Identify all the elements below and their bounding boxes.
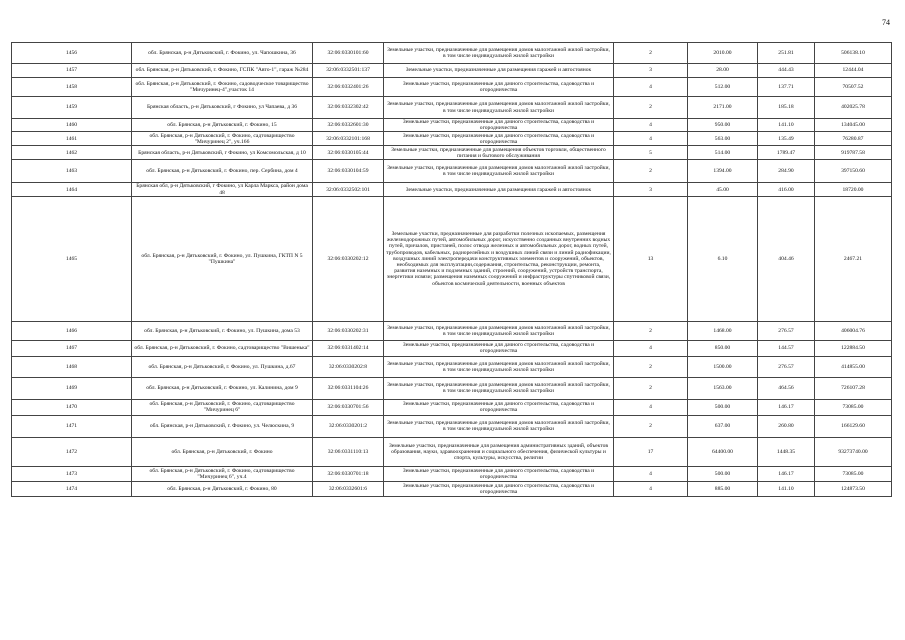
table-row [12,356,892,377]
row-number: 1466 [12,321,132,340]
group-number-cell: 13 [614,196,688,321]
cadastral-value-cell: 414855.00 [815,356,892,377]
cadastral-value-cell: 70507.52 [815,78,892,97]
cadastral-number-cell: 32:06:0332302:42 [313,97,384,119]
address-cell: обл. Брянская, р-н Дятьковский, г. Фокино, 80 [132,481,313,496]
address-cell: Брянская область, р-н Дятьковский, г Фокино, ул Комсомольская, д 10 [132,146,313,160]
cadastral-value-cell: 397150.60 [815,160,892,183]
specific-value-cell: 276.57 [758,356,815,377]
row-number: 1468 [12,356,132,377]
area-cell: 500.00 [688,466,758,481]
land-use-purpose-cell: Земельные участки, предназначенные для размещения домов малоэтажной жилой застройки, в том числе индивидуальной жилой застройки [384,160,614,183]
cadastral-value-cell: 2467.21 [815,196,892,321]
row-number: 1474 [12,481,132,496]
specific-value-cell: 141.10 [758,481,815,496]
cadastral-value-cell: 12444.04 [815,64,892,78]
table-row [12,64,892,78]
row-number: 1471 [12,415,132,437]
land-use-purpose-cell: Земельные участки, предназначенные для размещения объектов торговли, общественного питания и бытового обслуживания [384,146,614,160]
area-cell: 637.00 [688,415,758,437]
cadastral-number-cell: 32:06:0332401:26 [313,78,384,97]
land-use-purpose-cell: Земельные участки, предназначенные для размещения гаражей и автостоянок [384,64,614,78]
table-row [12,97,892,119]
land-use-purpose-cell: Земельные участки, предназначенные для размещения домов малоэтажной жилой застройки, в том числе индивидуальной жилой застройки [384,377,614,399]
group-number-cell: 4 [614,466,688,481]
area-cell: 2171.00 [688,97,758,119]
table-row [12,399,892,415]
area-cell: 563.00 [688,132,758,146]
row-number: 1469 [12,377,132,399]
cadastral-value-cell: 506138.10 [815,43,892,64]
cadastral-value-cell: 122884.50 [815,340,892,356]
area-cell: 885.00 [688,481,758,496]
specific-value-cell: 416.00 [758,183,815,196]
group-number-cell: 4 [614,132,688,146]
row-number: 1462 [12,146,132,160]
cadastral-number-cell: 32:06:0330202:8 [313,356,384,377]
table-row [12,43,892,64]
cadastral-value-cell: 134045.00 [815,119,892,132]
table-row [12,415,892,437]
land-use-purpose-cell: Земельные участки, предназначенные для дачного строительства, садоводства и огородничества [384,78,614,97]
cadastral-number-cell: 32:06:0332601:6 [313,481,384,496]
land-use-purpose-cell: Земельные участки, предназначенные для размещения административных зданий, объектов образования, науки, здравоохранения и социального обеспечения, физической культуры и спорта, культуры, искусства, религии [384,437,614,466]
area-cell: 512.00 [688,78,758,97]
land-use-purpose-cell: Земельные участки, предназначенные для размещения домов малоэтажной жилой застройки, в том числе индивидуальной жилой застройки [384,415,614,437]
row-number: 1473 [12,466,132,481]
specific-value-cell: 146.17 [758,466,815,481]
address-cell: обл. Брянская, р-н Дятьковский, г. Фокино, садоводческое товарищество "Мичуринец-4",участок 14 [132,78,313,97]
table-row [12,466,892,481]
land-use-purpose-cell: Земельные участки, предназначенные для размещения домов малоэтажной жилой застройки, в том числе индивидуальной жилой застройки [384,356,614,377]
cadastral-value-cell: 726107.28 [815,377,892,399]
table-row [12,119,892,132]
area-cell: 6.10 [688,196,758,321]
specific-value-cell: 1789.47 [758,146,815,160]
area-cell: 500.00 [688,399,758,415]
area-cell: 45.00 [688,183,758,196]
group-number-cell: 4 [614,399,688,415]
group-number-cell: 17 [614,437,688,466]
cadastral-number-cell: 32:06:0332601:30 [313,119,384,132]
group-number-cell: 2 [614,356,688,377]
address-cell: Брянская обл, р-н Дятьковский, г Фокино, ул Карла Маркса, район дома 48 [132,183,313,196]
address-cell: обл. Брянская, р-н Дятьковский, г. Фокино, ул. Челюскина, 9 [132,415,313,437]
land-use-purpose-cell: Земельные участки, предназначенные для разработки полезных ископаемых, размещения железнодорожных путей, автомобильных дорог, искусственно созданных внутренних водных путей, причалов, пристаней, полос отвода железных и автомобильных дорог, водных путей, трубопроводов, кабельных, радиорелейных и воздушных линий связи и линий радиофикации, воздушных линий электропередачи конструктивных элементов и сооружений, объектов, необходимых для эксплуатации,содержания, строительства, реконструкции, ремонта, развития наземных и подземных зданий, строений, сооружений, устройств транспорта, энергетики исвязи; размещения наземных сооружений и инфраструктуры спутниковой связи, объектов космической деятельности, военных объектов [384,196,614,321]
group-number-cell: 5 [614,146,688,160]
row-number: 1459 [12,97,132,119]
land-use-purpose-cell: Земельные участки, предназначенные для размещения гаражей и автостоянок [384,183,614,196]
land-use-purpose-cell: Земельные участки, предназначенные для дачного строительства, садоводства и огородничества [384,340,614,356]
cadastral-number-cell: 32:06:0332101:168 [313,132,384,146]
specific-value-cell: 146.17 [758,399,815,415]
specific-value-cell: 144.57 [758,340,815,356]
cadastral-number-cell: 32:06:0330202:12 [313,196,384,321]
group-number-cell: 2 [614,377,688,399]
table-row [12,78,892,97]
table-row [12,481,892,496]
cadastral-number-cell: 32:06:0332501:137 [313,64,384,78]
group-number-cell: 2 [614,415,688,437]
row-number: 1460 [12,119,132,132]
cadastral-value-cell: 402025.78 [815,97,892,119]
row-number: 1456 [12,43,132,64]
row-number: 1464 [12,183,132,196]
group-number-cell: 2 [614,160,688,183]
row-number: 1467 [12,340,132,356]
group-number-cell: 4 [614,340,688,356]
area-cell: 850.00 [688,340,758,356]
row-number: 1470 [12,399,132,415]
cadastral-number-cell: 32:06:0331110:13 [313,437,384,466]
specific-value-cell: 260.80 [758,415,815,437]
address-cell: обл. Брянская, р-н Дятьковский, г. Фокино [132,437,313,466]
cadastral-value-cell: 76280.87 [815,132,892,146]
land-use-purpose-cell: Земельные участки, предназначенные для размещения домов малоэтажной жилой застройки, в том числе индивидуальной жилой застройки [384,43,614,64]
address-cell: обл. Брянская, р-н Дятьковский, г. Фокино, садтоварищество "Вишенька" [132,340,313,356]
page-number: 74 [882,18,890,27]
cadastral-value-cell: 166129.60 [815,415,892,437]
cadastral-value-cell: 93273740.00 [815,437,892,466]
land-use-purpose-cell: Земельные участки, предназначенные для дачного строительства, садоводства и огородничества [384,466,614,481]
area-cell: 28.00 [688,64,758,78]
group-number-cell: 4 [614,119,688,132]
specific-value-cell: 135.49 [758,132,815,146]
land-use-purpose-cell: Земельные участки, предназначенные для дачного строительства, садоводства и огородничества [384,132,614,146]
row-number: 1465 [12,196,132,321]
cadastral-number-cell: 32:06:0330202:31 [313,321,384,340]
specific-value-cell: 464.56 [758,377,815,399]
table-row [12,377,892,399]
cadastral-number-cell: 32:06:0330104:59 [313,160,384,183]
specific-value-cell: 404.46 [758,196,815,321]
specific-value-cell: 276.57 [758,321,815,340]
specific-value-cell: 1448.35 [758,437,815,466]
group-number-cell: 2 [614,321,688,340]
land-use-purpose-cell: Земельные участки, предназначенные для дачного строительства, садоводства и огородничества [384,119,614,132]
table-row [12,321,892,340]
address-cell: обл. Брянская, р-н Дятьковский, г. Фокино, ул. Пушкина, д.67 [132,356,313,377]
table-row [12,437,892,466]
specific-value-cell: 141.10 [758,119,815,132]
group-number-cell: 4 [614,481,688,496]
specific-value-cell: 137.71 [758,78,815,97]
table-row [12,160,892,183]
row-number: 1457 [12,64,132,78]
cadastral-number-cell: 32:06:0330105:44 [313,146,384,160]
area-cell: 1394.00 [688,160,758,183]
area-cell: 950.00 [688,119,758,132]
area-cell: 2010.00 [688,43,758,64]
area-cell: 514.00 [688,146,758,160]
address-cell: обл. Брянская, р-н Дятьковский, г. Фокино, ул. Чапошкина, 36 [132,43,313,64]
specific-value-cell: 444.43 [758,64,815,78]
area-cell: 1468.00 [688,321,758,340]
specific-value-cell: 251.81 [758,43,815,64]
specific-value-cell: 185.18 [758,97,815,119]
table-row [12,146,892,160]
row-number: 1461 [12,132,132,146]
cadastral-number-cell: 32:06:0330101:60 [313,43,384,64]
area-cell: 1500.00 [688,356,758,377]
address-cell: обл. Брянская, р-н Дятьковский, г. Фокино, пер. Сербина, дом 4 [132,160,313,183]
land-use-purpose-cell: Земельные участки, предназначенные для размещения домов малоэтажной жилой застройки, в том числе индивидуальной жилой застройки [384,321,614,340]
address-cell: обл. Брянская, р-н Дятьковский, г. Фокино, ул. Пушкина, ГКТП N 5 "Пушкина" [132,196,313,321]
address-cell: обл. Брянская, р-н Дятьковский, г. Фокино, садтоварищество "Мичуринец 2", уч.166 [132,132,313,146]
area-cell: 1563.00 [688,377,758,399]
cadastral-number-cell: 32:06:0332502:101 [313,183,384,196]
cadastral-value-cell: 73085.00 [815,399,892,415]
cadastral-value-cell: 73085.00 [815,466,892,481]
address-cell: обл. Брянская, р-н Дятьковский, г. Фокино, 15 [132,119,313,132]
land-use-purpose-cell: Земельные участки, предназначенные для размещения домов малоэтажной жилой застройки, в том числе индивидуальной жилой застройки [384,97,614,119]
row-number: 1463 [12,160,132,183]
cadastral-value-cell: 406004.76 [815,321,892,340]
group-number-cell: 3 [614,64,688,78]
cadastral-number-cell: 32:06:0330201:2 [313,415,384,437]
table-row [12,196,892,321]
group-number-cell: 2 [614,97,688,119]
cadastral-value-cell: 124873.50 [815,481,892,496]
table-row [12,132,892,146]
cadastral-number-cell: 32:06:0331104:26 [313,377,384,399]
cadastral-value-table [11,42,892,497]
address-cell: обл. Брянская, р-н Дятьковский, г. Фокино, садтоварищество "Мичуринец 6" [132,399,313,415]
address-cell: обл. Брянская, р-н Дятьковский, г. Фокино, садтоварищество "Мичуринец 6", уч.4 [132,466,313,481]
group-number-cell: 3 [614,183,688,196]
cadastral-number-cell: 32:06:0331402:14 [313,340,384,356]
cadastral-number-cell: 32:06:0330701:18 [313,466,384,481]
table-row [12,183,892,196]
group-number-cell: 2 [614,43,688,64]
specific-value-cell: 284.90 [758,160,815,183]
land-use-purpose-cell: Земельные участки, предназначенные для дачного строительства, садоводства и огородничества [384,399,614,415]
address-cell: обл. Брянская, р-н Дятьковский, г. Фокино, ул. Калинина, дом 9 [132,377,313,399]
address-cell: Брянская область, р-н Дятьковский, г Фокино, ул Чапаева, д 36 [132,97,313,119]
address-cell: обл. Брянская, р-н Дятьковский, г. Фокино, ГСПК "Авто-1", гараж №284 [132,64,313,78]
area-cell: 64400.00 [688,437,758,466]
cadastral-number-cell: 32:06:0330701:56 [313,399,384,415]
row-number: 1458 [12,78,132,97]
land-use-purpose-cell: Земельные участки, предназначенные для дачного строительства, садоводства и огородничества [384,481,614,496]
table-row [12,340,892,356]
row-number: 1472 [12,437,132,466]
cadastral-value-cell: 18720.00 [815,183,892,196]
group-number-cell: 4 [614,78,688,97]
address-cell: обл. Брянская, р-н Дятьковский, г. Фокино, ул. Пушкина, дома 53 [132,321,313,340]
cadastral-value-cell: 919787.58 [815,146,892,160]
